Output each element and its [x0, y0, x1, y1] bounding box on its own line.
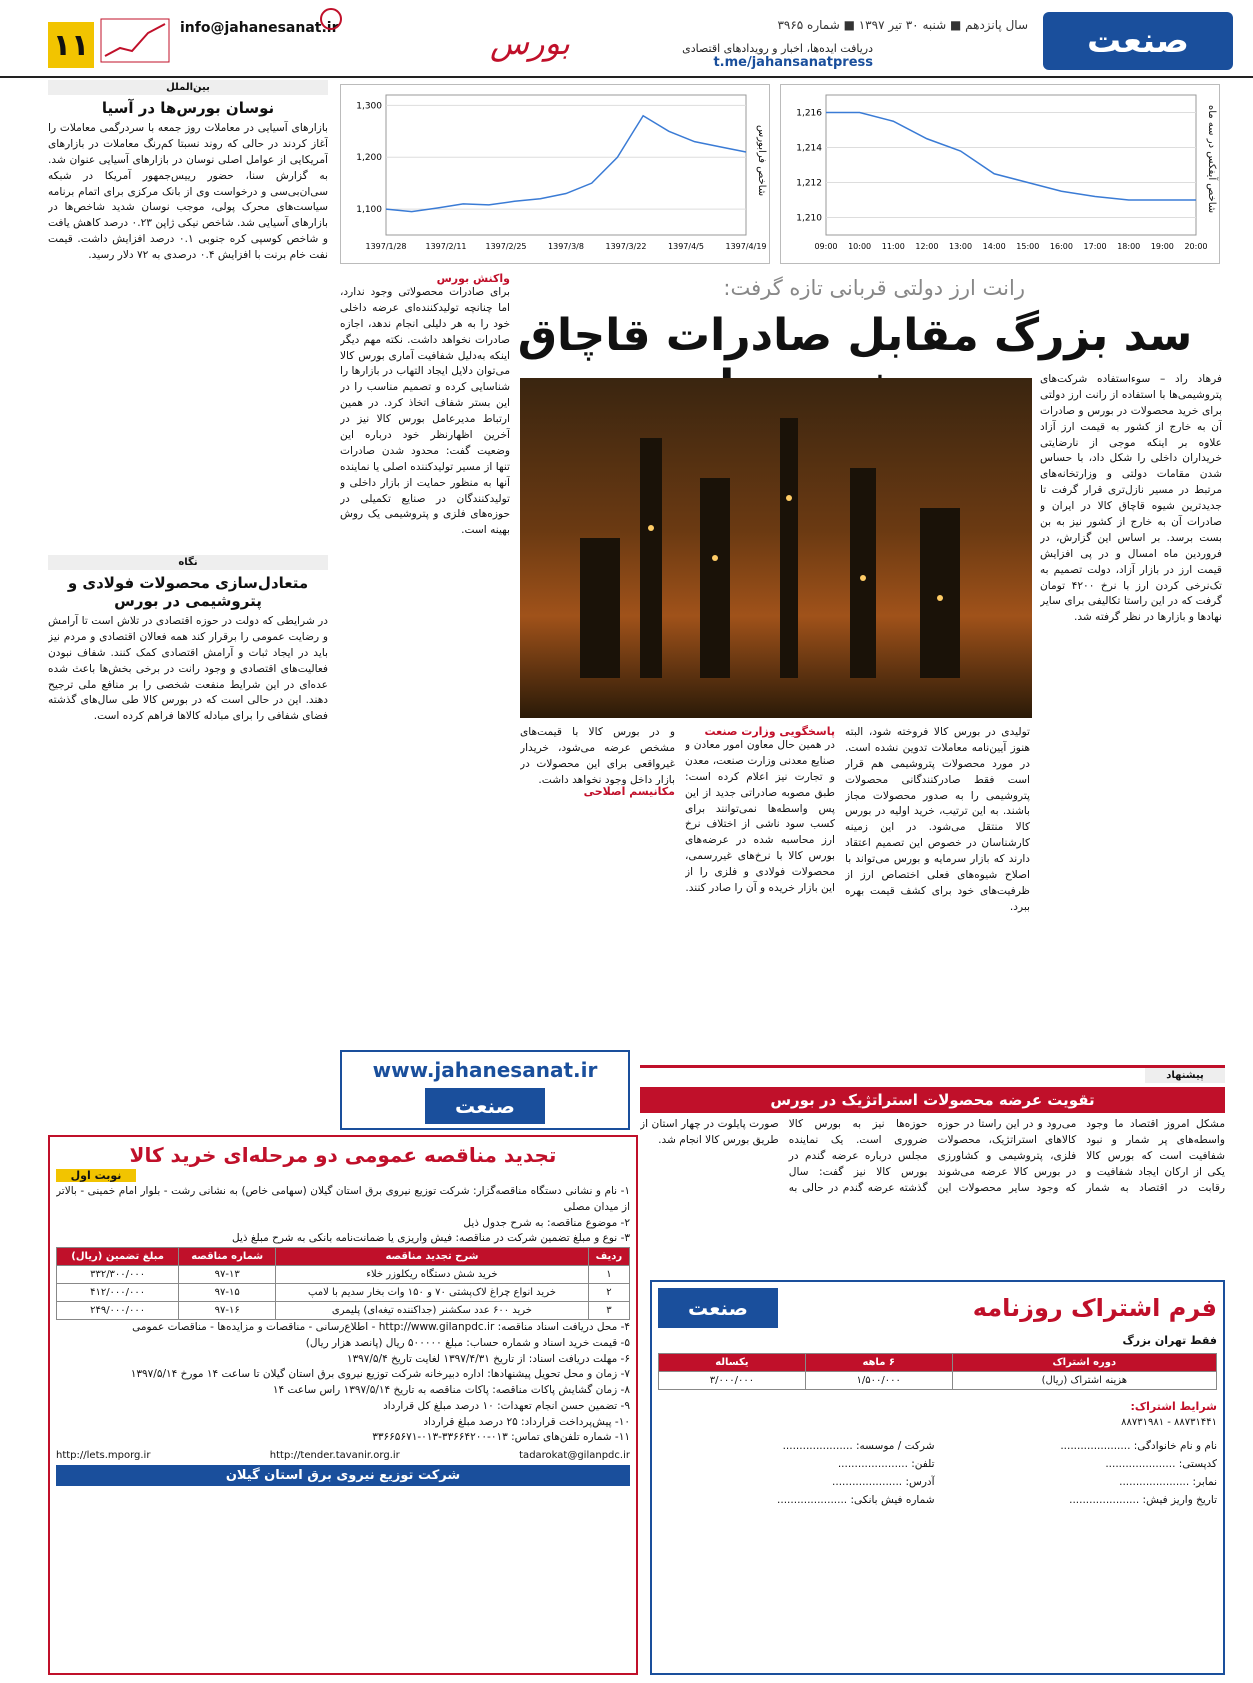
price-6m: ۱/۵۰۰/۰۰۰: [805, 1372, 952, 1390]
x-tick-label: 11:00: [881, 242, 905, 251]
tender-col-2: شماره مناقصه: [179, 1248, 276, 1266]
tender-cell: ۹۷-۱۵: [179, 1284, 276, 1302]
x-tick-label: 19:00: [1150, 242, 1174, 251]
form-field[interactable]: آدرس: .....................: [832, 1476, 935, 1488]
tender-ad: [48, 1135, 638, 1675]
tender-cell: ۲: [588, 1284, 629, 1302]
tender-line3: ۳- نوع و مبلغ تضمین شرکت در مناقصه: فیش واریزی یا ضمانت‌نامه بانکی به شرح مبلغ ذیل: [232, 1232, 630, 1245]
y-tick-label: 1,210: [796, 213, 822, 224]
sidebar-title-1: نوسان بورس‌ها در آسیا: [101, 99, 275, 117]
subscription-logo: صنعت: [658, 1288, 778, 1328]
x-tick-label: 16:00: [1049, 242, 1073, 251]
tender-line2: ۲- موضوع مناقصه: به شرح جدول ذیل: [463, 1216, 630, 1229]
subscription-phone: ۸۸۷۳۱۴۴۱ - ۸۸۷۳۱۹۸۱: [1121, 1417, 1217, 1428]
tender-line5: ۵- قیمت خرید اسناد و شماره حساب: مبلغ ۵۰۰۰۰۰ ریال (پانصد هزار ریال): [305, 1336, 630, 1349]
y-tick-label: 1,212: [796, 178, 822, 189]
x-tick-label: 12:00: [915, 242, 939, 251]
tender-line9: ۹- تضمین حسن انجام تعهدات: ۱۰ درصد مبلغ کل قرارداد: [383, 1399, 630, 1412]
tender-cell: ۱: [588, 1266, 629, 1284]
telegram-note: دریافت ایده‌ها، اخبار و رویدادهای اقتصادی t.me/jahansanatpress: [682, 42, 873, 70]
tender-url-1[interactable]: http://lets.mporg.ir: [56, 1450, 151, 1461]
website-url[interactable]: www.jahanesanat.ir: [372, 1058, 598, 1082]
y-tick-label: 1,214: [796, 143, 822, 154]
tender-col-0: ردیف: [588, 1248, 629, 1266]
price-label: هزینه اشتراک (ریال): [952, 1372, 1216, 1390]
tender-row: [57, 1266, 630, 1284]
form-field[interactable]: تاریخ واریز فیش: .....................: [1069, 1494, 1217, 1506]
x-tick-label: 15:00: [1016, 242, 1040, 251]
form-field[interactable]: نام و نام خانوادگی: .....................: [1060, 1440, 1217, 1452]
suggestion-title: تقویت عرضه محصولات استراتژیک در بورس: [640, 1087, 1225, 1113]
sidebar-news-1: [48, 80, 328, 550]
website-banner[interactable]: [340, 1050, 630, 1130]
x-tick-label: 1397/3/8: [548, 242, 584, 251]
tender-line1: ۱- نام و نشانی دستگاه مناقصه‌گزار: شرکت توزیع نیروی برق استان گیلان (سهامی خاص) به نشانی رشت - بلوار امام خمینی - بالاتر از میدان مصلی: [56, 1185, 630, 1213]
tender-cell: ۳: [588, 1302, 629, 1320]
tender-cell: ۳۳۲/۳۰۰/۰۰۰: [57, 1266, 179, 1284]
tender-url-2[interactable]: http://tender.tavanir.org.ir: [269, 1450, 400, 1461]
subscription-region: فقط تهران بزرگ: [1122, 1334, 1217, 1347]
tender-line7: ۷- زمان و محل تحویل پیشنهادها: اداره دبیرخانه شرکت توزیع نیروی برق استان گیلان تا ساعت ۱۴ مورخ ۱۳۹۷/۵/۱۴: [130, 1368, 630, 1381]
article-headline: سد بزرگ مقابل صادرات قاچاق: [517, 310, 1193, 361]
chart-ifex-svg: [781, 85, 1221, 265]
chart-farabourse-ylabel: شاخص فرابورس: [756, 125, 767, 197]
tender-cell: ۹۷-۱۳: [179, 1266, 276, 1284]
form-field[interactable]: نمابر: .....................: [1119, 1476, 1217, 1488]
x-tick-label: 13:00: [949, 242, 973, 251]
tender-table: [56, 1247, 630, 1320]
y-tick-label: 1,200: [356, 153, 382, 164]
article-col-5: [340, 272, 510, 1052]
tender-title: تجدید مناقصه عمومی دو مرحله‌ای خرید کالا: [129, 1143, 557, 1167]
col5-subhead: واکنش بورس: [436, 272, 510, 285]
col5-body: برای صادرات محصولاتی وجود ندارد، اما چنانچه تولیدکننده‌ای عرضه داخلی خود را به هر دلیلی انجام ندهد، اجازه صادرات نخواهد داشت. نکته مهم دیگر اینکه به‌دلیل شفافیت آماری بورس کالا می‌توان دلایل ایجاد التهاب در بازارها را شناسایی کرده و تصمیم مناسب را در این بستر شفاف اتخاذ کرد. در همین ارتباط مدیرعامل بورس کالا نیز در آخرین اظهارنظر خود درباره این وضعیت گفت: محدود شدن صادرات تنها از مسیر تولیدکننده اصلی یا نماینده آنها به منظور حمایت از بازار داخلی و تولیدکنندگان در صنایع تکمیلی در حوزه‌های فلزی و پتروشیمی یک روش بهینه است.: [340, 286, 510, 537]
suggestion-tag: پیشنهاد: [1145, 1068, 1225, 1083]
series-line: [826, 113, 1196, 201]
refinery-illustration: [520, 378, 1032, 718]
growth-chart-icon: [100, 18, 170, 63]
tender-line4: ۴- محل دریافت اسناد مناقصه: http://www.gilanpdc.ir - اطلاع‌رسانی - مناقصات و مزایده‌ها - مناقصات عمومی: [132, 1321, 630, 1333]
sidebar-tag-2: نگاه: [48, 555, 328, 570]
x-tick-label: 17:00: [1083, 242, 1107, 251]
series-line: [386, 116, 746, 212]
x-tick-label: 1397/2/25: [485, 242, 527, 251]
tender-cell: ۲۴۹/۰۰۰/۰۰۰: [57, 1302, 179, 1320]
tender-cell: ۴۱۲/۰۰۰/۰۰۰: [57, 1284, 179, 1302]
y-tick-label: 1,216: [796, 108, 822, 119]
sidebar-news-2: [48, 555, 328, 1105]
tender-email[interactable]: tadarokat@gilanpdc.ir: [519, 1450, 630, 1461]
tender-col-3: مبلغ تضمین (ریال): [57, 1248, 179, 1266]
period-1y: یکساله: [659, 1354, 806, 1372]
form-field[interactable]: شرکت / موسسه: .....................: [782, 1440, 935, 1452]
form-field[interactable]: شماره فیش بانکی: .....................: [777, 1494, 935, 1506]
issue-line: سال پانزدهم ■ شنبه ۳۰ تیر ۱۳۹۷ ■ شماره ۳۹۶۵: [777, 18, 1028, 32]
mail-icon: [320, 8, 342, 30]
tender-col-1: شرح تجدید مناقصه: [276, 1248, 589, 1266]
plan-label: دوره اشتراک: [952, 1354, 1216, 1372]
tender-cell: خرید انواع چراغ لاک‌پشتی ۷۰ و ۱۵۰ وات بخار سدیم با لامپ: [276, 1284, 589, 1302]
tender-footer: شرکت توزیع نیروی برق استان گیلان: [56, 1465, 630, 1486]
x-tick-label: 1397/4/19: [725, 242, 767, 251]
article-col-3: [685, 725, 835, 1045]
tender-line11: ۱۱- شماره تلفن‌های تماس: ۰۱۳-۳۳۶۶۴۲۰۰-۰۱۳-۳۳۶۶۵۶۷۱: [372, 1431, 630, 1444]
x-tick-label: 20:00: [1184, 242, 1208, 251]
masthead: [0, 0, 1253, 78]
sidebar-title-2: متعادل‌سازی محصولات فولادی و پتروشیمی در بورس: [67, 574, 309, 610]
page-number: ۱۱: [48, 22, 94, 68]
conditions-title: شرایط اشتراک:: [1130, 1400, 1217, 1413]
subscription-form: [650, 1280, 1225, 1675]
plot-frame: [386, 95, 746, 235]
article-kicker: رانت ارز دولتی قربانی تازه گرفت:: [723, 276, 1025, 300]
col3-body: در همین حال معاون امور معادن و صنایع معدنی وزارت صنعت، معدن و تجارت نیز اعلام کرده است: طبق مصوبه صادراتی جدید از این پس واسطه‌ها نمی‌توانند برای کسب سود ناشی از اختلاف نرخ ارز محاسبه شده در عرضه‌های بورس کالا با نرخ‌های غیررسمی، محصولات فولادی و فلزی را از این بازار خریده و آن را صادر کنند.: [685, 739, 835, 895]
x-tick-label: 1397/2/11: [425, 242, 467, 251]
article-col-2: تولیدی در بورس کالا فروخته شود، البته هنوز آیین‌نامه معاملات تدوین نشده است. در مورد محصولات پتروشیمی هم قرار است فقط صادرکنندگانی محصولات پتروشیمی را به صدور محصولات مجاز باشند. به این ترتیب، خرید اولیه در بورس کالا منتقل می‌شود. در این زمینه کارشناسان در خصوص این تصمیم اعتقاد دارند که بازار سرمایه و بورس می‌تواند با اصلاح شیوه‌های فعلی اختصاص ارز از ظرفیت‌های خود برای کشف قیمت بهره ببرد.: [845, 726, 1030, 913]
banner-logo: صنعت: [425, 1088, 545, 1124]
petrochemical-plant-photo: [520, 378, 1032, 718]
col4-body: و در بورس کالا با قیمت‌های مشخص عرضه می‌شود، خریدار غیرواقعی برای این محصولات در بازار داخل وجود نخواهد داشت.: [520, 726, 675, 785]
x-tick-label: 1397/3/22: [605, 242, 647, 251]
col3-subhead: پاسخگویی وزارت صنعت: [704, 725, 835, 738]
telegram-link[interactable]: t.me/jahansanatpress: [713, 55, 873, 70]
chart-ifex: [780, 84, 1220, 264]
y-tick-label: 1,300: [356, 101, 382, 112]
col4-subhead: مکانیسم اصلاحی: [583, 785, 675, 798]
tender-cell: خرید ۶۰۰ عدد سکشنر (جداکننده تیغه‌ای) پلیمری: [276, 1302, 589, 1320]
suggestion-box: [640, 1065, 1225, 1270]
x-tick-label: 14:00: [982, 242, 1006, 251]
suggestion-body: مشکل امروز اقتصاد ما وجود واسطه‌های پر شمار و نبود شفافیت است که بورس کالا یکی از ارکان ایجاد شفافیت و رقابت در اقتصاد به شمار می‌رود و در این راستا در حوزه کالاهای استراتژیک، محصولات فلزی، پتروشیمی و کشاورزی در بورس کالا عرضه می‌شوند که وجود سایر محصولات این حوزه‌ها نیز به بورس کالا ضروری است. یک نماینده مجلس درباره عرضه گندم در بورس کالا نیز گفت: سال گذشته عرضه گندم در حالی به صورت پایلوت در چهار استان از طریق بورس کالا انجام شد.: [640, 1118, 1225, 1194]
tender-line10: ۱۰- پیش‌پرداخت قرارداد: ۲۵ درصد مبلغ قرارداد: [423, 1415, 630, 1428]
email-address[interactable]: info@jahanesanat.ir: [180, 20, 339, 36]
chart-ifex-ylabel: شاخص آیفکس در سه ماه: [1206, 105, 1217, 214]
x-tick-label: 09:00: [814, 242, 838, 251]
article-lead: فرهاد راد – سوءاستفاده شرکت‌های پتروشیمی‌ها با استفاده از رانت ارز دولتی برای خرید محصولات در بورس و صادرات آن به خارج از کشور به قیمت ارز آزاد علاوه بر اینکه موجی از نارضایتی خریداران داخلی را شکل داد، با حساس شدن مقامات دولتی و وزارتخانه‌های مرتبط در مسیر نازل‌تری قرار گرفت تا جدیدترین شیوه قاچاق کالا در ایران و صادرات آن به خارج از کشور نیز به بن بست برسد. بر اساس این گزارش، در فروردین ماه امسال و در پی افزایش قیمت ارز در بازار آزاد، دولت تصمیم به تک‌نرخی کردن ارز با نرخ ۴۲۰۰ تومان گرفت که در این راستا تکالیفی برای سایر نهادها و بازارها در نظر گرفته شد.: [1040, 373, 1222, 624]
subscription-title: فرم اشتراک روزنامه: [972, 1294, 1217, 1322]
tender-row: [57, 1284, 630, 1302]
subscription-fields: [658, 1440, 1217, 1506]
tender-cell: ۹۷-۱۶: [179, 1302, 276, 1320]
article-col-4: [520, 725, 675, 1045]
chart-farabourse-svg: [341, 85, 771, 265]
tender-line6: ۶- مهلت دریافت اسناد: از تاریخ ۱۳۹۷/۴/۳۱ لغایت تاریخ ۱۳۹۷/۵/۴: [346, 1352, 630, 1365]
sidebar-body-2: در شرایطی که دولت در حوزه اقتصادی در تلاش است تا آرامش و رضایت عمومی را برقرار کند همه فعالان اقتصادی و مردم نیز باید در ایجاد ثبات و آرامش اقتصادی کمک کنند. شفاف نبودن فعالیت‌های اقتصادی و وجود رانت در برخی بخش‌ها باعث شده عده‌ای در این شرایط منفعت شخصی را بر منافع ملی ترجیح دهند. این در حالی است که در بورس کالا طی سال‌های گذشته فضای شفافی را برای مبادله کالاها فراهم کرده است.: [48, 615, 328, 723]
tender-round: نوبت اول: [56, 1169, 136, 1182]
x-tick-label: 1397/1/28: [365, 242, 407, 251]
form-field[interactable]: تلفن: .....................: [837, 1458, 935, 1470]
form-field[interactable]: کدپستی: .....................: [1105, 1458, 1217, 1470]
sidebar-tag-1: بین‌الملل: [48, 80, 328, 95]
x-tick-label: 10:00: [848, 242, 872, 251]
price-1y: ۳/۰۰۰/۰۰۰: [659, 1372, 806, 1390]
period-6m: ۶ ماهه: [805, 1354, 952, 1372]
sidebar-body-1: بازارهای آسیایی در معاملات روز جمعه با سردرگمی معاملات را آغاز کردند در حالی که روند نسبتا کم‌رنگ معاملات در بازارهای آمریکایی از عوامل اصلی نوسان در بازارهای آسیایی عنوان شد. به گزارش سنا، حضور رییس‌جمهور آمریکا در شبکه سی‌ان‌بی‌سی و درخواست وی از بانک مرکزی برای اتمام برنامه سیاست‌های محرک پولی، موجب نوسان شدید شاخص‌ها در بازارهای آسیایی شد. شاخص نیکی ژاپن ۰.۲۳ درصد کاهش یافت و شاخص کوسپی کره جنوبی ۰.۱ درصد افزایش داشت. قیمت نفت خام برنت با افزایش ۰.۴ درصدی به ۷۲ دلار رسید.: [48, 122, 328, 262]
x-tick-label: 1397/4/5: [668, 242, 704, 251]
tender-row: [57, 1302, 630, 1320]
tender-line8: ۸- زمان گشایش پاکات مناقصه: پاکات مناقصه به تاریخ ۱۳۹۷/۵/۱۴ راس ساعت ۱۴: [272, 1384, 630, 1396]
plot-frame: [826, 95, 1196, 235]
tender-cell: خرید شش دستگاه ریکلوزر خلاء: [276, 1266, 589, 1284]
x-tick-label: 18:00: [1117, 242, 1141, 251]
section-title: بورس: [490, 24, 570, 62]
subscription-price-table: [658, 1353, 1217, 1390]
newspaper-logo: صنعت: [1043, 12, 1233, 70]
y-tick-label: 1,100: [356, 205, 382, 216]
chart-farabourse: [340, 84, 770, 264]
